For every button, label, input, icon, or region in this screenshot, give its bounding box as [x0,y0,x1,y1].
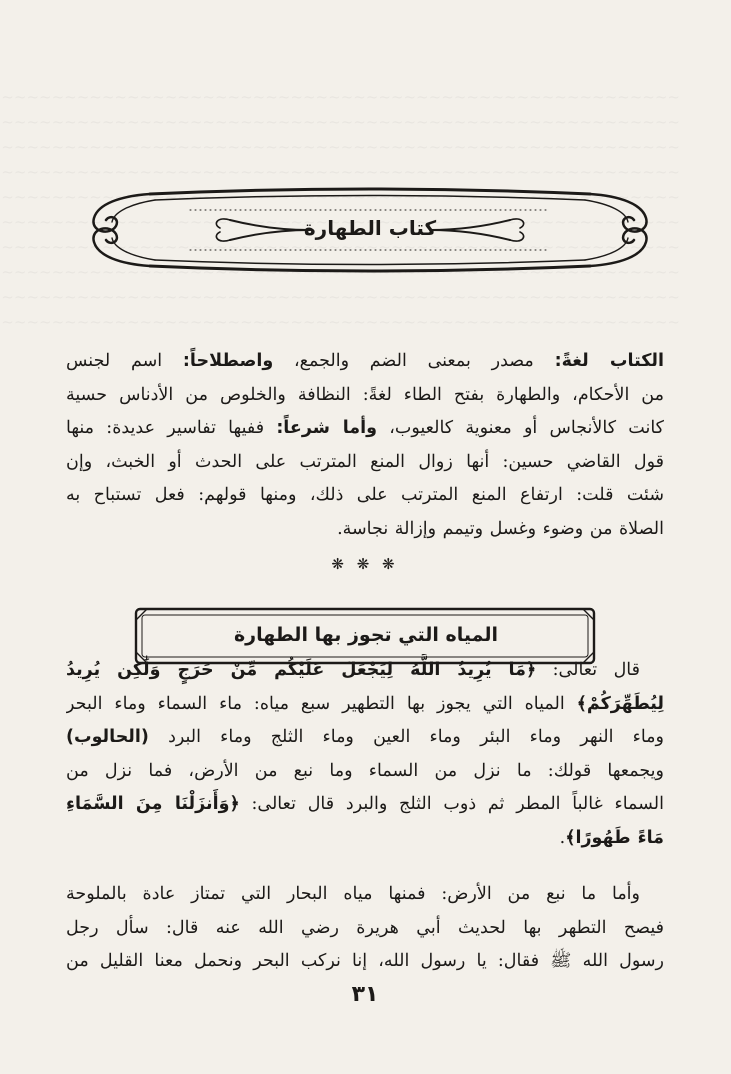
text-line: فيصح التطهر بها لحديث أبي هريرة رضي الله عنه قال: سأل رجل [66,917,664,938]
text-run: مصدر بمعنى الضم والجمع، [273,351,555,371]
text-line [66,788,664,822]
text-run: ففيها تفاسير عديدة: منها [66,418,277,438]
bold-term: وأما شرعاً: [276,418,377,438]
text-run: . [559,827,566,848]
paragraph-waters [66,654,664,855]
bold-term: الكتاب لغةً: [554,351,664,371]
quran-verse: ﴿مَا يُرِيدُ اللَّهُ لِيَجْعَلَ عَلَيْكُم مِّنْ حَرَجٍ وَلَٰكِن يُرِيدُ [66,660,537,680]
text-line: الصلاة من وضوء وغسل وتيمم وإزالة نجاسة. [337,518,664,539]
text-line [66,412,664,446]
text-run: السماء غالباً المطر ثم ذوب الثلج والبرد قال تعالى: [239,794,664,814]
page-number: ٣١ [351,982,379,1007]
text-line [66,654,664,688]
text-line: وأما ما نبع من الأرض: فمنها مياه البحار التي تمتاز عادة بالملوحة [66,884,640,904]
paragraph-definition [66,345,664,546]
bold-term: واصطلاحاً: [182,351,274,371]
quran-verse: ﴿وَأَنزَلْنَا مِنَ السَّمَاءِ [66,794,240,814]
text-line [66,721,664,755]
text-run: وماء النهر وماء البئر وماء العين وماء الثلج وماء البرد [148,727,664,747]
text-run: المياه التي يجوز بها التطهير سبع مياه: ماء السماء وماء البحر [66,693,577,714]
quran-verse: مَاءً طَهُورًا﴾ [565,827,664,848]
text-line [66,822,664,856]
section-separator: ❋ ❋ ❋ [331,555,399,573]
chapter-title: كتاب الطهارة [303,216,437,240]
quran-verse: لِيُطَهِّرَكُمْ﴾ [576,693,664,714]
paragraph-earth-waters [66,878,664,979]
text-line: من الأحكام، والطهارة بفتح الطاء لغةً: النظافة والخلوص من الأدناس حسية [66,384,664,405]
text-run: كانت كالأنجاس أو معنوية كالعيوب، [376,418,664,438]
text-line: شئت قلت: ارتفاع المنع المترتب على ذلك، ومنها قولهم: فعل تستباح به [66,485,664,505]
text-line [66,688,664,722]
bold-term: (الحالوب) [66,727,149,747]
text-line: ويجمعها قولك: ما نزل من السماء وما نبع من الأرض، فما نزل من [66,760,664,781]
text-run: اسم لجنس [66,351,183,371]
text-run: قال تعالى: [536,660,640,680]
text-line: قول القاضي حسين: أنها زوال المنع المترتب على الحدث أو الخبث، وإن [66,451,664,472]
text-line: رسول الله ﷺ فقال: يا رسول الله، إنا نركب البحر ونحمل معنا القليل من [66,951,664,971]
section-title: المياه التي تجوز بها الطهارة [233,624,499,646]
text-line [66,345,664,379]
